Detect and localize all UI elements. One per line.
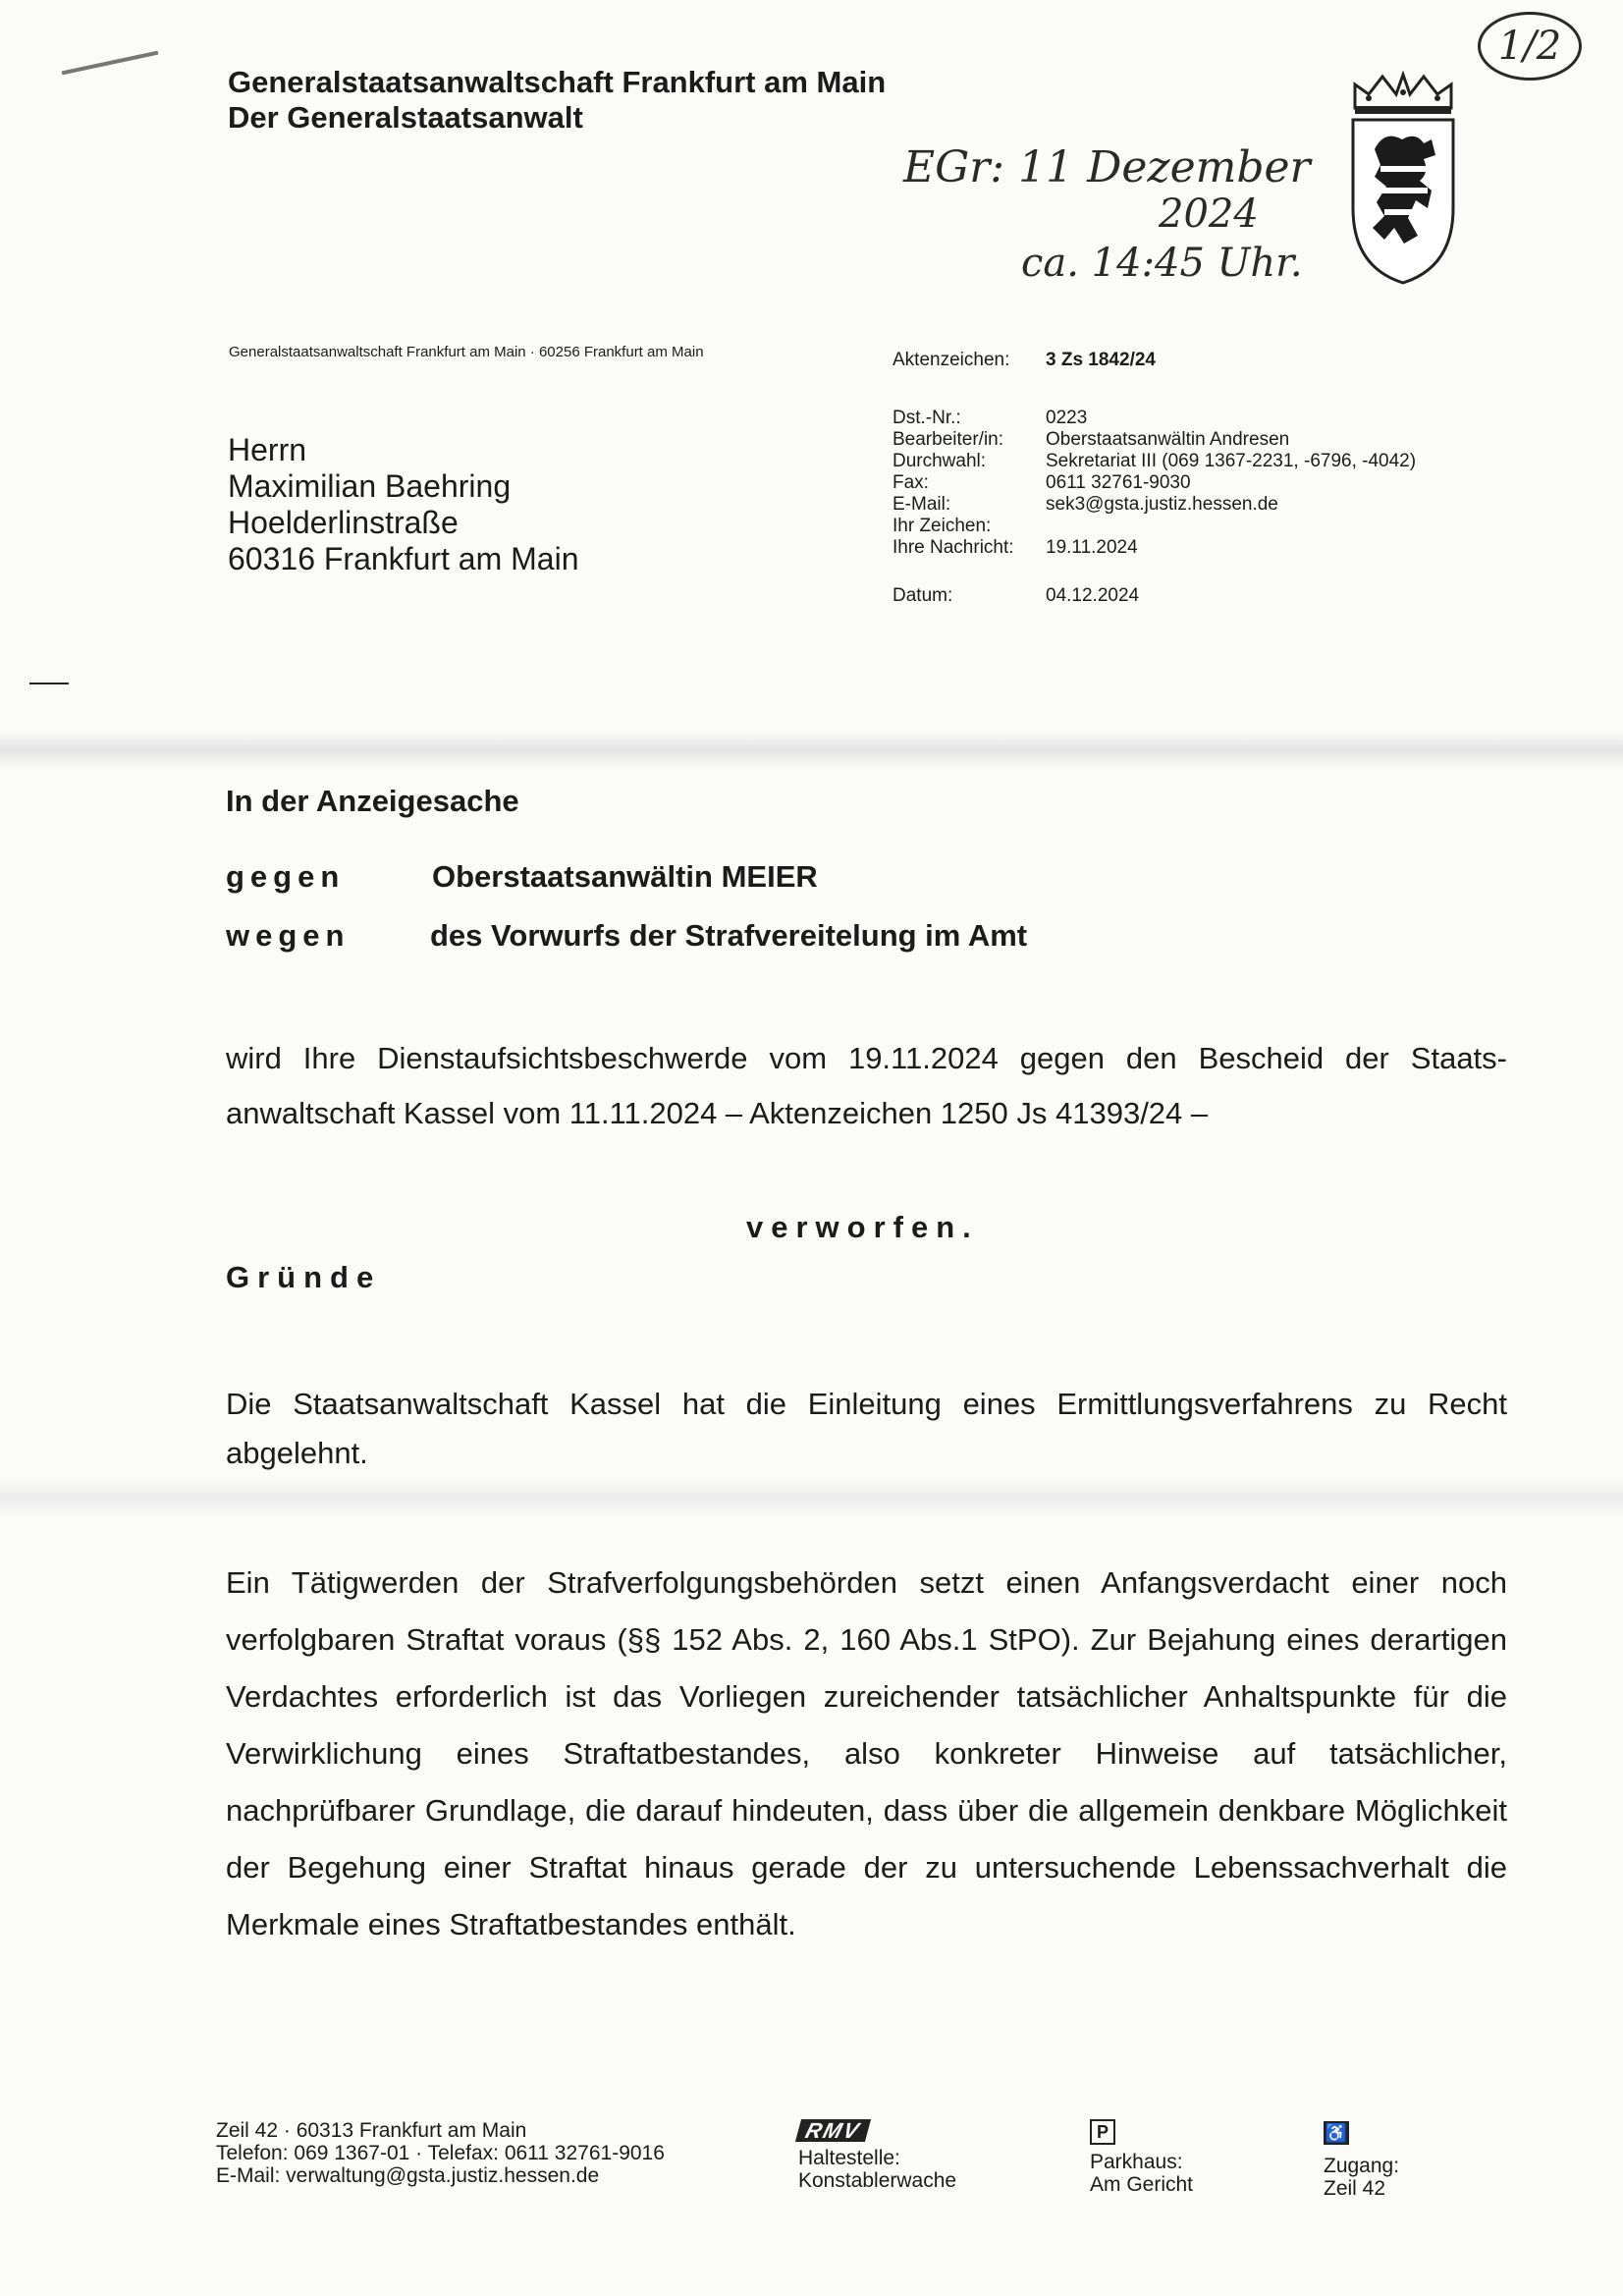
paragraph-1: Die Staatsanwaltschaft Kassel hat die Einleitung eines Ermittlungsverfahrens zu Recht abgelehnt.: [226, 1387, 1507, 1470]
reference-row: [893, 516, 1416, 537]
reference-row-label: Fax:: [893, 472, 929, 493]
subject-heading: In der Anzeigesache: [226, 784, 519, 818]
recipient-name: Maximilian Baehring: [228, 468, 512, 504]
footer-address: [216, 2119, 665, 2187]
footer-address-line3: E-Mail: verwaltung@gsta.justiz.hessen.de: [216, 2164, 600, 2187]
reference-row-value: Sekretariat III (069 1367-2231, -6796, -4042): [1046, 451, 1417, 471]
page-mark: 1/2: [1497, 24, 1562, 69]
reference-row-value: 0611 32761-9030: [1046, 472, 1191, 493]
footer-access: [1324, 2121, 1399, 2200]
reference-row: [893, 451, 1416, 472]
verdict: verworfen.: [746, 1210, 979, 1244]
wheelchair-icon: ♿: [1325, 2123, 1348, 2143]
gruende-heading: Gründe: [226, 1260, 382, 1294]
handwritten-note-line3: ca. 14:45 Uhr.: [1021, 241, 1303, 286]
stop-label: Haltestelle:: [798, 2147, 900, 2169]
letterhead: [228, 65, 886, 136]
subject-wegen-row: [226, 918, 1027, 954]
footer-transit: [798, 2119, 956, 2192]
page-mark-circled: [1478, 12, 1582, 81]
reference-row: [893, 408, 1416, 429]
hessen-coat-of-arms-icon: [1345, 71, 1461, 292]
access-value: Zeil 42: [1324, 2177, 1386, 2200]
footer-parking: [1090, 2119, 1193, 2196]
subject-gegen-row: [226, 859, 818, 895]
rmv-logo-icon: RMV: [795, 2119, 871, 2142]
stop-value: Konstablerwache: [798, 2169, 957, 2192]
recipient-street: Hoelderlinstraße: [228, 505, 459, 540]
footer-address-line2: Telefon: 069 1367-01 · Telefax: 0611 32761-9016: [216, 2142, 665, 2164]
wegen-text: des Vorwurfs der Strafvereitelung im Amt: [430, 918, 1028, 953]
datum-row: [893, 584, 1416, 608]
reference-row-label: Ihre Nachricht:: [893, 537, 1014, 558]
recipient-address: [228, 432, 579, 577]
decision-text: wird Ihre Dienstaufsichtsbeschwerde vom 19.11.2024 gegen den Bescheid der Staatsanwaltschaft Kassel vom 11.11.2024 – Aktenzeichen 1250 Js 41393/24 –: [226, 1041, 1507, 1130]
fold-shadow-lower: [0, 1478, 1623, 1517]
recipient-salutation: Herrn: [228, 432, 307, 467]
scan-mark: [62, 51, 159, 76]
aktenzeichen-row: [893, 349, 1416, 372]
recipient-city: 60316 Frankfurt am Main: [228, 541, 579, 576]
gegen-label: gegen: [226, 859, 346, 894]
reference-row: [893, 429, 1416, 451]
reference-row-label: Durchwahl:: [893, 451, 987, 471]
letterhead-line1: Generalstaatsanwaltschaft Frankfurt am Main: [228, 65, 887, 99]
parking-value: Am Gericht: [1090, 2173, 1194, 2196]
reference-row-value: Oberstaatsanwältin Andresen: [1046, 429, 1290, 450]
reference-row-value: 19.11.2024: [1046, 537, 1138, 558]
fold-mark: [29, 683, 69, 684]
reference-row: [893, 472, 1416, 494]
handwritten-note-line2: 2024: [1159, 191, 1259, 237]
gegen-text: Oberstaatsanwältin MEIER: [432, 859, 818, 894]
footer-address-line1: Zeil 42 · 60313 Frankfurt am Main: [216, 2119, 527, 2142]
sender-line: Generalstaatsanwaltschaft Frankfurt am Main · 60256 Frankfurt am Main: [229, 344, 704, 360]
letterhead-line2: Der Generalstaatsanwalt: [228, 100, 583, 135]
reference-row-value: sek3@gsta.justiz.hessen.de: [1046, 494, 1278, 515]
reference-row: [893, 537, 1416, 559]
reference-rows: [893, 408, 1416, 559]
reference-row-label: E-Mail:: [893, 494, 951, 515]
fold-shadow-upper: [0, 732, 1623, 769]
datum-value: 04.12.2024: [1046, 585, 1140, 606]
access-label: Zugang:: [1324, 2155, 1400, 2177]
paragraph-2: Ein Tätigwerden der Strafverfolgungsbehörden setzt einen Anfangsverdacht einer noch verfolgbaren Straftat voraus (§§ 152 Abs. 2, 160 Abs.1 StPO). Zur Bejahung eines derartigen Verdachtes erforderlich ist das Vorliegen zureichender tatsächlicher Anhaltspunkte für die Verwirklichung eines Straftatbestandes, also konkreter Hinweise auf tatsächlicher, nachprüfbarer Grundlage, die darauf hindeuten, dass über die allgemein denkbare Möglichkeit der Begehung einer Straftat hinaus gerade der zu untersuchende Lebenssachverhalt die Merkmale eines Straftatbestandes enthält.: [226, 1565, 1507, 1941]
reference-block: [893, 349, 1416, 608]
aktenzeichen-label: Aktenzeichen:: [893, 350, 1010, 370]
datum-label: Datum:: [893, 585, 953, 606]
reference-row-label: Dst.-Nr.:: [893, 408, 961, 428]
parking-icon: P: [1090, 2119, 1115, 2145]
handwritten-note-line1: EGr: 11 Dezember: [903, 142, 1311, 192]
reference-row-label: Bearbeiter/in:: [893, 429, 1004, 450]
wegen-label: wegen: [226, 918, 351, 953]
aktenzeichen-value: 3 Zs 1842/24: [1046, 350, 1156, 370]
reference-row-value: 0223: [1046, 408, 1088, 428]
parking-label: Parkhaus:: [1090, 2151, 1183, 2173]
reference-row: [893, 494, 1416, 516]
reference-row-label: Ihr Zeichen:: [893, 516, 992, 536]
